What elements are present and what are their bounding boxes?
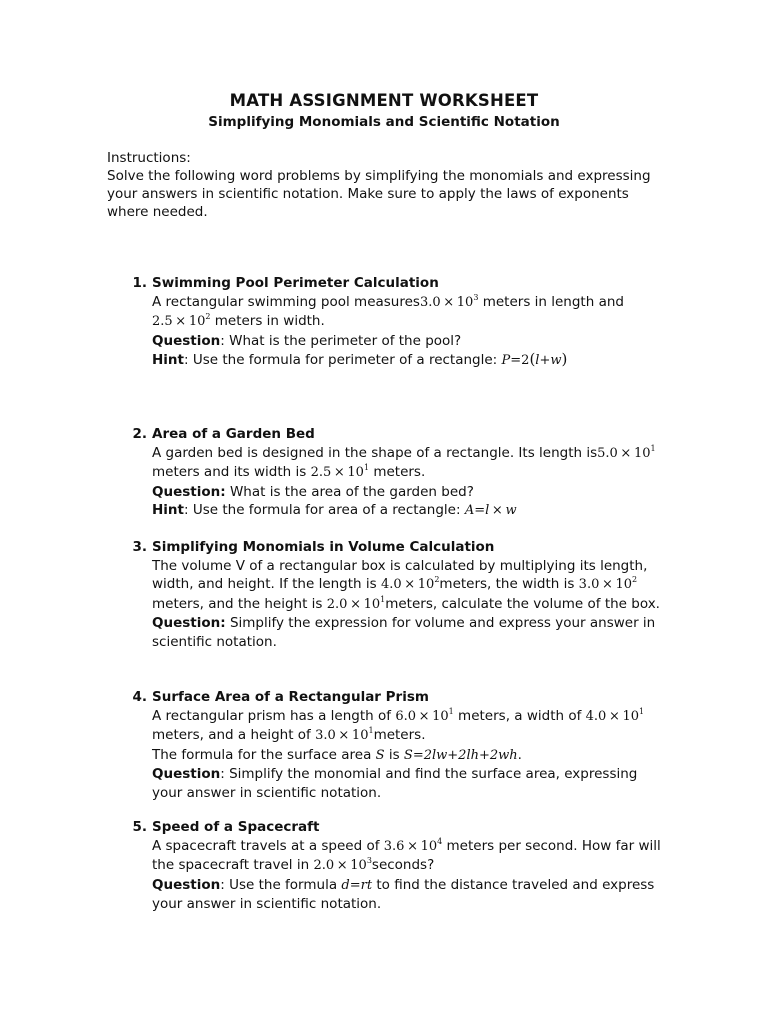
sci-notation: $4.0 \times 10^2$ <box>380 575 440 592</box>
worksheet-subtitle: Simplifying Monomials and Scientific Notation <box>208 114 560 130</box>
hint-label: Hint <box>152 502 184 518</box>
question-text: to find the distance traveled and express your answer in scientific notation. <box>152 876 655 912</box>
sci-notation: $3.0 \times 10^2$ <box>578 575 638 592</box>
problem-5 <box>125 818 665 914</box>
area-variable: S <box>375 747 385 763</box>
problem-text: The volume V of a rectangular box is calculated by multiplying its length, width, and height. If the length is <box>152 557 648 592</box>
hint-label: Hint <box>152 352 184 368</box>
question-label: Question: <box>152 483 226 500</box>
problem-title: Speed of a Spacecraft <box>152 819 320 835</box>
problem-text: meters. <box>369 464 426 480</box>
instructions-label: Instructions: <box>107 150 191 166</box>
hint-text: : Use the formula for perimeter of a rectangle: <box>184 352 502 368</box>
problem-text: meters, a width of <box>453 707 586 724</box>
sci-notation: $5.0 \times 10^1$ <box>597 443 656 461</box>
problem-title: Area of a Garden Bed <box>152 426 315 442</box>
problem-text: . <box>517 746 522 763</box>
problem-number: 3. <box>132 539 147 555</box>
problem-text: meters, the width is <box>439 576 579 592</box>
sci-notation: $2.0 \times 10^1$ <box>326 594 386 612</box>
problem-text: meters, calculate the volume of the box. <box>385 595 660 612</box>
problem-title: Swimming Pool Perimeter Calculation <box>152 275 439 291</box>
sci-notation: $2.0 \times 10^3$ <box>313 856 372 873</box>
problem-text: A rectangular swimming pool measures <box>152 293 420 310</box>
problem-text: meters in width. <box>210 313 325 329</box>
formula: S=2lw+2lh+2wh <box>403 747 518 763</box>
problem-number: 1. <box>132 275 147 291</box>
question-text: : Use the formula <box>220 876 342 893</box>
worksheet-title: MATH ASSIGNMENT WORKSHEET <box>229 91 539 110</box>
problem-2 <box>125 425 665 521</box>
formula: P=2(l+w) <box>501 350 568 368</box>
problem-title: Surface Area of a Rectangular Prism <box>152 689 429 705</box>
question-text: Simplify the expression for volume and express your answer in scientific notation. <box>152 615 656 650</box>
sci-notation: $2.5 \times 10^1$ <box>310 463 370 480</box>
problem-1 <box>125 274 665 371</box>
problem-number: 2. <box>132 426 147 442</box>
problem-title: Simplifying Monomials in Volume Calculation <box>152 539 495 555</box>
instructions-block <box>107 149 667 221</box>
problem-text: meters per second. How far will the spacecraft travel in <box>152 837 661 873</box>
sci-notation: $3.0 \times 10^3$ <box>419 292 479 310</box>
formula: d=rt <box>341 877 373 893</box>
sci-notation: $6.0 \times 10^1$ <box>395 706 454 724</box>
problem-text: meters in length and <box>478 293 624 310</box>
problem-text: A spacecraft travels at a speed of <box>152 837 384 854</box>
problem-text: seconds? <box>371 857 435 873</box>
problem-text: meters and its width is <box>152 464 311 480</box>
problem-number: 4. <box>132 689 147 705</box>
question-label: Question <box>152 332 221 349</box>
instructions-text: Solve the following word problems by simplifying the monomials and expressing your answers in scientific notation. Make sure to apply the laws of exponents where needed. <box>107 168 651 220</box>
problem-text: meters, and the height is <box>152 595 327 612</box>
problem-text: meters. <box>373 727 426 743</box>
question-text: : What is the perimeter of the pool? <box>220 332 462 349</box>
question-label: Question <box>152 766 221 782</box>
sci-notation: $2.5 \times 10^2$ <box>152 312 211 329</box>
problem-text: is <box>384 746 404 763</box>
sci-notation: $3.6 \times 10^4$ <box>383 836 443 854</box>
sci-notation: $4.0 \times 10^1$ <box>585 706 645 724</box>
problem-number: 5. <box>132 819 147 835</box>
problem-4 <box>125 688 665 802</box>
problem-3 <box>125 538 665 651</box>
question-text: What is the area of the garden bed? <box>225 483 474 500</box>
sci-notation: $3.0 \times 10^1$ <box>315 726 374 743</box>
question-label: Question <box>152 876 221 893</box>
question-text: : Simplify the monomial and find the surface area, expressing your answer in scientific notation. <box>152 766 638 801</box>
formula: A=l × w <box>464 503 517 518</box>
problem-text: A rectangular prism has a length of <box>152 707 396 724</box>
hint-text: : Use the formula for area of a rectangle: <box>184 502 465 518</box>
problem-text: meters, and a height of <box>152 727 316 743</box>
question-label: Question: <box>152 615 226 631</box>
problem-text: A garden bed is designed in the shape of a rectangle. Its length is <box>152 444 598 461</box>
problem-text: The formula for the surface area <box>152 746 376 763</box>
